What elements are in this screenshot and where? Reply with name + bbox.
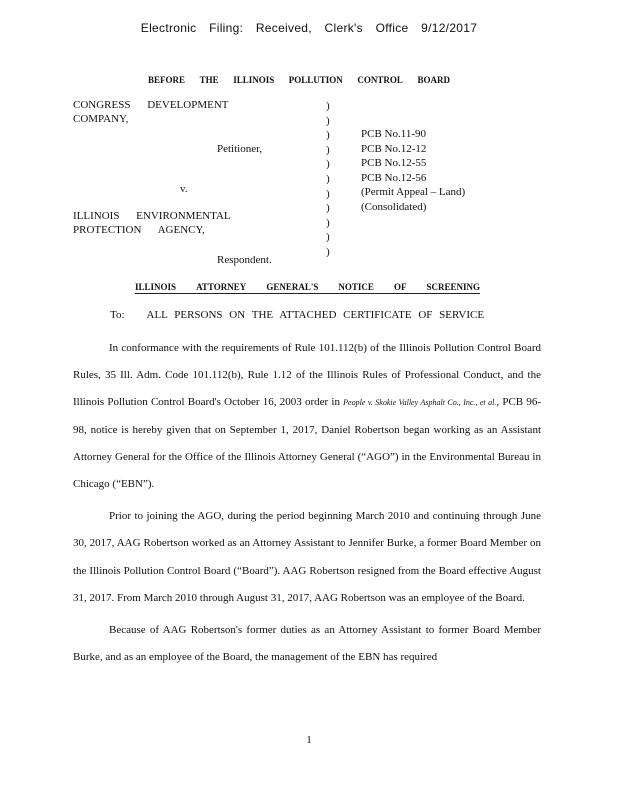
paragraph-1 [73, 335, 541, 498]
board-heading-word: THE [199, 75, 219, 85]
paren: ) [326, 245, 330, 258]
case-type: (Permit Appeal – Land) [361, 186, 466, 199]
paren: ) [326, 187, 330, 200]
respondent-label: Respondent. [217, 254, 272, 266]
board-heading [148, 75, 450, 85]
paren: ) [326, 158, 330, 171]
title-word: ATTORNEY [196, 282, 247, 292]
board-heading-word: BOARD [417, 75, 450, 85]
title-word: ILLINOIS [135, 282, 177, 292]
title-word: SCREENING [426, 282, 480, 292]
case-number: PCB No.12-12 [361, 142, 427, 155]
board-heading-word: POLLUTION [288, 75, 343, 85]
respondent-name-cont: PROTECTION AGENCY, [73, 224, 205, 236]
case-numbers [361, 127, 465, 215]
versus: v. [180, 183, 188, 195]
case-number: PCB No.12-56 [361, 171, 427, 184]
paren: ) [326, 202, 330, 215]
petitioner-name: CONGRESS DEVELOPMENT [73, 99, 229, 111]
petitioner-label: Petitioner, [217, 143, 263, 155]
paren: ) [326, 216, 330, 229]
notice-body [73, 335, 541, 671]
board-heading-word: BEFORE [148, 75, 186, 85]
paragraph-2: Prior to joining the AGO, during the period beginning March 2010 and continuing through June 30, 2017, AAG Robertson worked as an Attorney Assistant to Jennifer Burke, a former Board Member on the Illinois Pollution Control Board (“Board”). AAG Robertson resigned from the Board effective August 31, 2017. From March 2010 through August 31, 2017, AAG Robertson was an employee of the Board. [73, 510, 541, 604]
respondent-name: ILLINOIS ENVIRONMENTAL [73, 210, 231, 222]
board-heading-word: CONTROL [357, 75, 403, 85]
board-heading-word: ILLINOIS [233, 75, 275, 85]
paragraph-3: Because of AAG Robertson's former duties as an Attorney Assistant to former Board Member Burke, and as an employee of the Board, the management of the EBN has required [73, 624, 541, 664]
page-number: 1 [306, 734, 312, 746]
paren: ) [326, 114, 330, 127]
paragraph-1-text: In conformance with the requirements of Rule 101.112(b) of the Illinois Pollution Control Board Rules, 35 Ill. Adm. Code 101.112(b), Rule 1.12 of the Illinois Rules of Professional Conduct, and the Illinois Pollution Control Board's October 16, 2003 order in [73, 342, 541, 409]
paren: ) [326, 100, 330, 112]
to-value: ALL PERSONS ON THE ATTACHED CERTIFICATE OF SERVICE [146, 309, 485, 321]
document-title [135, 282, 480, 294]
to-label: To: [110, 309, 125, 321]
paren: ) [326, 129, 330, 142]
paren: ) [326, 231, 330, 244]
title-word: NOTICE [338, 282, 374, 292]
paren: ) [326, 172, 330, 185]
paragraph-1-text-cont: , PCB 96-98, notice is hereby given that on September 1, 2017, Daniel Robertson began working as an Assistant Attorney General for the Office of the Illinois Attorney General (“AGO”) in the Environmental Bureau in Chicago (“EBN”). [73, 396, 541, 491]
case-number: PCB No.11-90 [361, 128, 426, 140]
electronic-filing-header: Electronic Filing: Received, Clerk's Office 9/12/2017 [140, 21, 478, 35]
addressee-line [110, 309, 484, 321]
caption-parentheses [326, 99, 336, 260]
case-number: PCB No.12-55 [361, 157, 427, 170]
case-consolidated: (Consolidated) [361, 200, 427, 213]
paren: ) [326, 143, 330, 156]
case-citation: People v. Skokie Valley Asphalt Co., Inc., et al. [343, 398, 497, 408]
case-caption [0, 99, 618, 269]
petitioner-name-cont: COMPANY, [73, 113, 129, 125]
title-word: OF [393, 282, 407, 292]
title-word: GENERAL'S [266, 282, 319, 292]
